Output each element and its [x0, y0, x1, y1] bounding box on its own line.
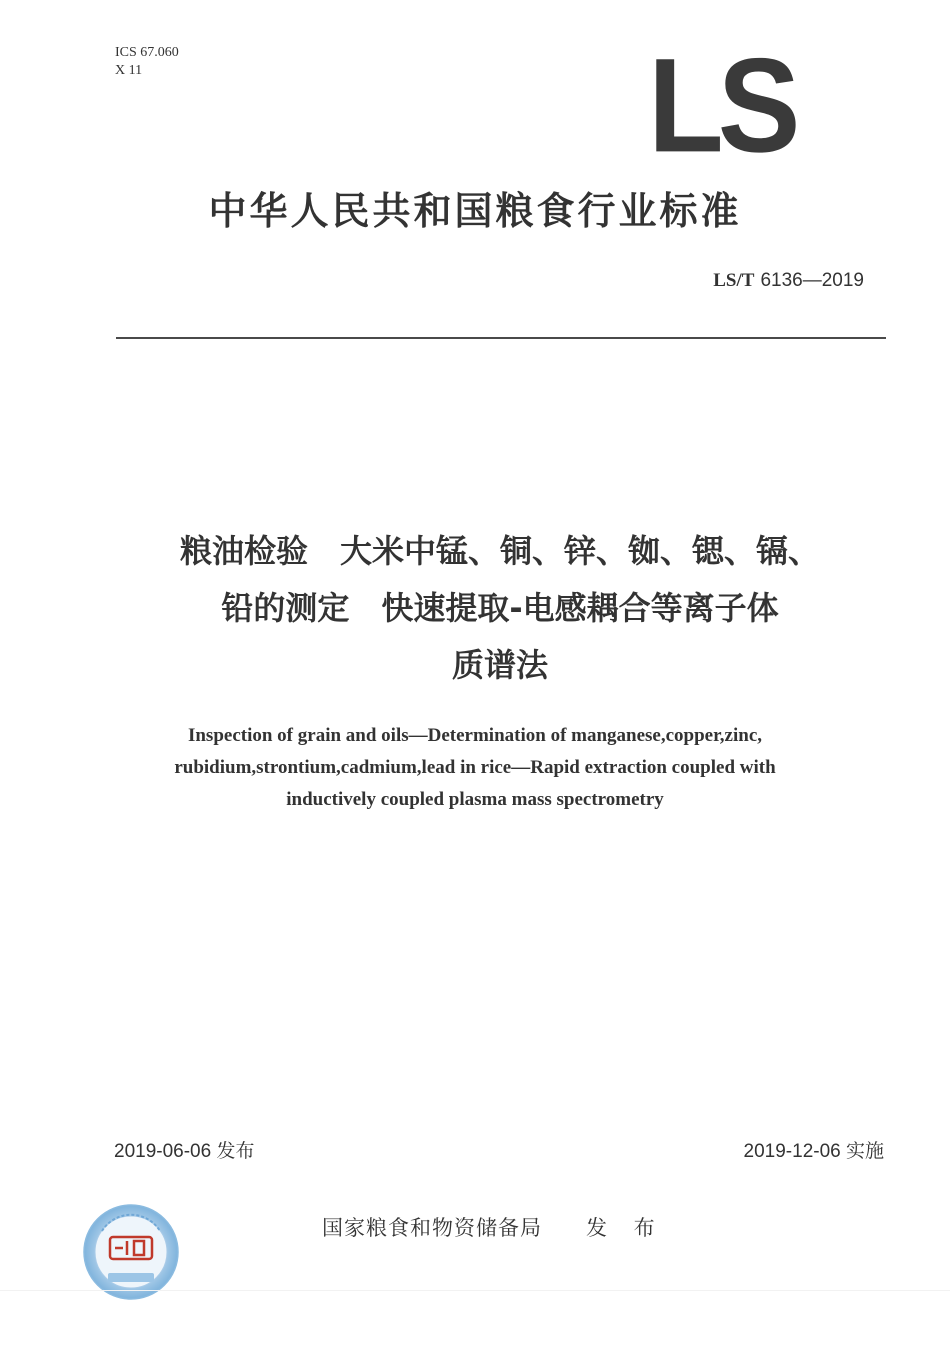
issuing-authority [322, 1212, 665, 1242]
standard-number-code: 6136—2019 [760, 270, 864, 291]
bottom-edge [0, 1290, 950, 1291]
ics-code: ICS 67.060 [115, 45, 179, 60]
header-divider [116, 337, 886, 339]
english-title [110, 720, 840, 816]
standard-category-title: 中华人民共和国粮食行业标准 [208, 189, 742, 233]
issuer-name: 国家粮食和物资储备局 [322, 1216, 542, 1240]
chinese-title-line: 质谱法 [451, 646, 548, 684]
standard-number-prefix: LS/T [713, 270, 755, 291]
standard-number [713, 270, 864, 292]
classification-codes [115, 44, 179, 80]
issue-date: 2019-06-06 发布 [114, 1141, 255, 1162]
ccs-code: X 11 [115, 63, 143, 78]
implementation-date: 2019-12-06 实施 [743, 1141, 884, 1162]
chinese-title-line: 粮油检验 大米中锰、铜、锌、铷、锶、镉、 [179, 532, 820, 570]
ls-logo: LS [648, 31, 795, 181]
english-title-line: Inspection of grain and oils—Determination of manganese,copper,zinc, [187, 725, 763, 746]
chinese-title-line: 铅的测定 快速提取-电感耦合等离子体 [221, 589, 779, 627]
english-title-line: inductively coupled plasma mass spectrometry [286, 789, 664, 810]
issuer-action: 发 布 [586, 1216, 665, 1240]
chinese-title [110, 523, 890, 694]
anti-counterfeit-seal-icon [82, 1203, 180, 1301]
english-title-line: rubidium,strontium,cadmium,lead in rice—Rapid extraction coupled with [174, 757, 776, 778]
